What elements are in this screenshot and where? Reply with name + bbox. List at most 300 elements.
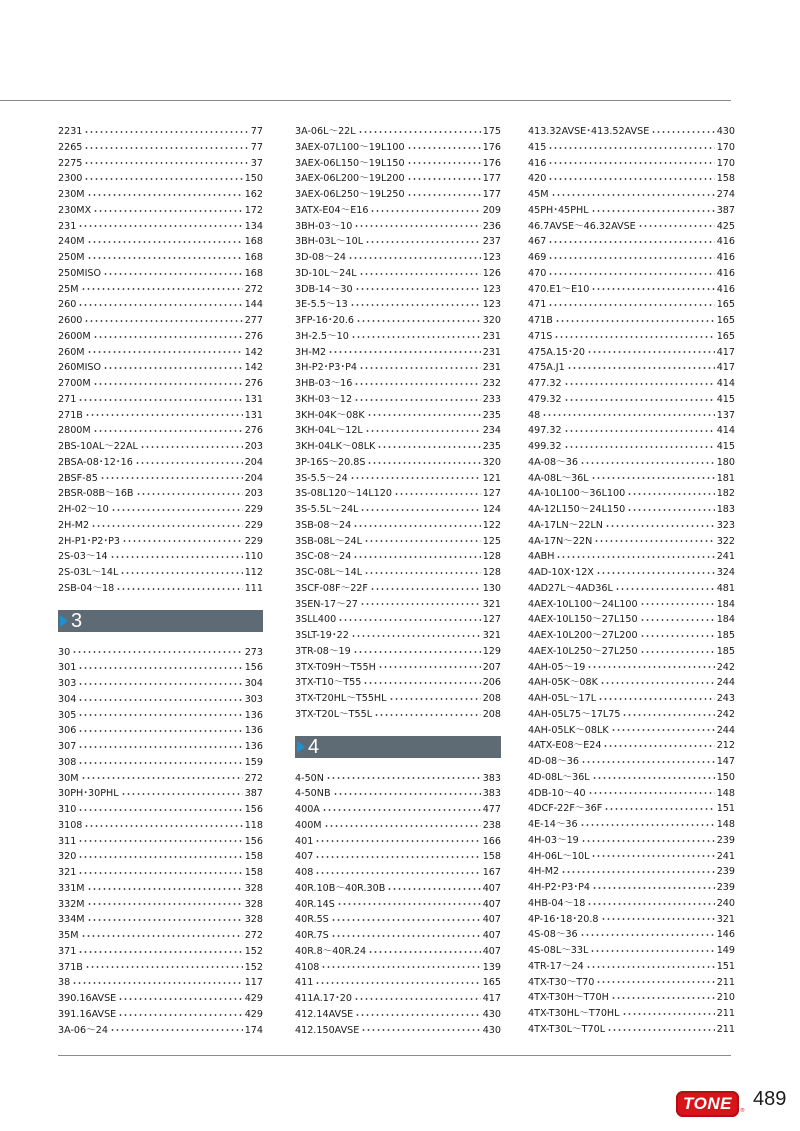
index-entry [295,960,501,976]
dot-leader [555,320,715,322]
page-reference: 111 [244,582,263,594]
dot-leader [365,430,481,432]
model-code: 412.14AVSE [295,1008,354,1020]
dot-leader [72,982,242,984]
dot-leader [359,273,481,275]
dot-leader [548,304,714,306]
index-entry [58,849,263,865]
model-code: 3TX-T09H〜T55H [295,661,376,673]
index-entry [295,660,501,676]
model-code: 497.32 [528,425,562,437]
page-reference: 387 [244,788,263,800]
index-entry [58,912,263,928]
dot-leader [84,825,242,827]
page-reference: 321 [482,598,501,610]
model-code: 3ATX-E04〜E16 [295,204,369,216]
dot-leader [315,840,480,842]
index-entry [528,880,735,896]
index-entry [58,660,263,676]
index-entry [528,156,735,172]
dot-leader [354,383,480,385]
page-reference: 272 [244,930,263,941]
index-entry [528,943,735,959]
index-entry [58,1023,263,1039]
page-reference: 184 [716,598,735,610]
dot-leader [354,399,481,401]
dot-leader [87,257,243,259]
index-entry [58,534,263,550]
index-entry [58,392,263,408]
page-reference: 240 [716,897,735,909]
model-code: 4AEX-10L150〜27L150 [528,614,638,626]
model-code: 45PH･45PHL [528,204,589,216]
index-entry [295,329,501,345]
model-code: 390.16AVSE [58,993,117,1004]
model-code: 40R.8〜40R.24 [295,945,367,957]
index-entry [295,250,501,266]
model-code: 3TX-T20L〜T55L [295,708,373,720]
page-reference: 239 [716,866,735,878]
page-reference: 303 [244,693,263,705]
index-entry [528,313,735,329]
model-code: 231 [58,220,77,232]
page-reference: 407 [482,898,501,910]
model-code: 3A-06L〜22L [295,126,356,137]
dot-leader [542,414,714,416]
model-code: 471B [528,315,553,326]
dot-leader [548,147,714,149]
dot-leader [591,855,714,857]
index-entry [58,676,263,692]
page-reference: 229 [244,519,263,531]
model-code: 4-50N [295,772,324,784]
model-code: 4AH-05〜19 [528,661,586,673]
model-code: 25M [58,283,79,295]
dot-leader [81,777,243,779]
model-code: 2H-M2 [58,519,90,531]
page-reference: 244 [716,677,735,689]
dot-leader [377,446,480,448]
index-entry [295,691,501,707]
index-entry [58,171,263,187]
dot-leader [638,225,715,227]
page-reference: 131 [244,409,263,421]
index-entry [528,675,735,691]
model-code: 4A-17LN〜22LN [528,519,603,531]
page-reference: 151 [716,960,735,972]
model-code: 4AEX-10L200〜27L200 [528,630,638,641]
index-entry [528,502,735,518]
index-entry [528,408,735,424]
index-entry [528,345,735,361]
page-reference: 144 [244,299,263,311]
model-code: 4P-16･18･20.8 [528,913,599,925]
model-code: 301 [58,662,77,674]
index-entry [295,597,501,613]
index-entry [295,408,501,424]
model-code: 391.16AVSE [58,1008,117,1020]
model-code: 45M [528,189,549,200]
dot-leader [590,950,714,952]
index-entry [295,912,501,928]
model-code: 4AD-10X･12X [528,567,594,578]
index-entry [528,849,735,865]
dot-leader [103,273,243,275]
model-code: 479.32 [528,393,562,405]
model-code: 35M [58,930,79,941]
model-code: 2265 [58,141,83,153]
model-code: 415 [528,141,547,153]
model-code: 260MISO [58,362,102,374]
page-reference: 430 [716,126,735,137]
page-reference: 274 [716,189,735,200]
model-code: 331M [58,882,85,894]
page-reference: 237 [482,236,501,248]
index-entry [58,329,263,345]
dot-leader [640,651,715,653]
model-code: 3BH-03L〜10L [295,236,364,248]
page-reference: 170 [716,141,735,153]
dot-leader [387,888,480,890]
model-code: 4A-12L150〜24L150 [528,504,626,515]
model-code: 3SLL400 [295,614,337,626]
index-entry [528,124,735,140]
index-entry [295,282,501,298]
section-heading-label: 3 [71,609,83,632]
dot-leader [118,998,242,1000]
model-code: 4ABH [528,551,555,563]
page-reference: 231 [482,362,501,374]
dot-leader [87,194,243,196]
index-entry [295,707,501,723]
index-entry [528,376,735,392]
index-entry [295,234,501,250]
page-reference: 383 [482,772,501,784]
model-code: 2800M [58,425,91,437]
dot-leader [78,840,242,842]
dot-leader [627,509,714,511]
page-reference: 407 [482,882,501,894]
model-code: 2231 [58,126,83,137]
page-reference: 123 [482,252,501,263]
index-entry [58,187,263,203]
page-reference: 232 [482,378,501,389]
index-entry [295,612,501,628]
dot-leader [394,493,481,495]
page-reference: 387 [716,204,735,216]
index-entry [528,171,735,187]
model-code: 4H-06L〜10L [528,850,590,862]
model-code: 4A-08L〜36L [528,472,589,484]
index-entry [295,140,501,156]
dot-leader [100,477,243,479]
dot-leader [548,273,714,275]
dot-leader [122,540,243,542]
model-code: 2300 [58,173,83,185]
dot-leader [85,414,243,416]
dot-leader [548,241,714,243]
index-entry [58,786,263,802]
page-reference: 165 [482,977,501,989]
page-reference: 417 [482,993,501,1004]
page-reference: 125 [482,535,501,547]
index-entry [528,439,735,455]
index-entry [58,471,263,487]
index-entry [58,297,263,313]
page-reference: 231 [482,346,501,358]
page-reference: 146 [716,929,735,941]
page-reference: 211 [716,1008,735,1019]
page-reference: 123 [482,283,501,295]
page-reference: 165 [716,330,735,342]
dot-leader [93,430,243,432]
index-entry [528,360,735,376]
model-code: 4H-03〜19 [528,834,579,846]
page-reference: 416 [716,283,735,295]
model-code: 470 [528,267,547,279]
model-code: 271B [58,409,83,421]
dot-leader [87,241,243,243]
page-reference: 204 [244,456,263,468]
dot-leader [84,162,248,164]
page-reference: 183 [716,504,735,515]
dot-leader [622,714,714,716]
dot-leader [78,304,242,306]
index-entry [528,959,735,975]
model-code: 48 [528,409,541,421]
dot-leader [580,824,715,826]
index-entry [528,801,735,817]
index-entry [528,770,735,786]
model-code: 2700M [58,378,91,389]
model-code: 3TR-08〜19 [295,645,351,657]
page-reference: 77 [250,126,263,137]
index-entry [295,786,501,802]
model-code: 4TX-T30H〜T70H [528,992,609,1004]
page-reference: 425 [716,220,735,232]
dot-leader [84,178,242,180]
model-code: 3HB-03〜16 [295,378,353,389]
page-reference: 208 [482,693,501,704]
index-entry [528,723,735,739]
page-reference: 416 [716,252,735,263]
page-reference: 407 [482,930,501,941]
page-reference: 159 [244,756,263,768]
index-entry [295,1007,501,1023]
model-code: 416 [528,157,547,169]
model-code: 475A.15･20 [528,346,585,358]
dot-leader [615,588,715,590]
page-reference: 156 [244,804,263,815]
model-code: 400A [295,804,320,815]
page-reference: 162 [244,189,263,200]
index-entry [528,455,735,471]
index-entry [58,581,263,597]
model-code: 3H-P2･P3･P4 [295,362,358,374]
index-entry [58,708,263,724]
model-code: 3D-10L〜24L [295,267,357,279]
index-column-3 [528,124,735,1038]
index-entry [58,692,263,708]
page-reference: 150 [716,771,735,783]
dot-leader [87,888,243,890]
dot-leader [359,367,481,369]
index-entry [58,944,263,960]
index-entry [528,234,735,250]
model-code: 401 [295,835,314,847]
model-code: 477.32 [528,378,562,389]
dot-leader [351,336,481,338]
dot-leader [87,919,243,921]
page-reference: 273 [244,646,263,658]
dot-leader [78,809,242,811]
index-entry [528,581,735,597]
index-entry [295,549,501,565]
index-entry [58,250,263,266]
index-entry [528,927,735,943]
model-code: 38 [58,977,71,989]
model-code: 4108 [295,961,320,973]
page-reference: 430 [482,1024,501,1036]
page-reference: 168 [244,236,263,248]
page-reference: 184 [716,614,735,626]
index-entry [58,423,263,439]
page-reference: 231 [482,330,501,342]
page-reference: 241 [716,551,735,563]
model-code: 2600M [58,330,91,342]
model-code: 475A.J1 [528,362,565,374]
model-code: 499.32 [528,441,562,452]
model-code: 412.150AVSE [295,1024,360,1036]
page-reference: 121 [482,472,501,484]
index-entry [295,771,501,787]
section-heading-label: 4 [308,735,320,758]
page-reference: 320 [482,315,501,326]
top-rule [0,100,731,101]
model-code: 3AEX-06L250〜19L250 [295,189,405,200]
page-reference: 211 [716,976,735,988]
dot-leader [84,147,248,149]
dot-leader [551,194,715,196]
page-reference: 136 [244,709,263,721]
model-code: 3S-08L120〜14L120 [295,488,392,500]
index-entry [295,360,501,376]
dot-leader [140,446,243,448]
model-code: 3SCF-08F〜22F [295,582,368,594]
page-reference: 241 [716,850,735,862]
dot-leader [120,572,242,574]
page-reference: 417 [716,346,735,358]
dot-leader [337,903,481,905]
page-reference: 148 [716,819,735,830]
dot-leader [587,903,714,905]
page-reference: 304 [244,678,263,689]
dot-leader [110,1029,243,1031]
page-reference: 130 [482,582,501,594]
index-entry [528,423,735,439]
page-reference: 209 [482,204,501,216]
index-entry [528,597,735,613]
index-entry [528,975,735,991]
index-entry [528,534,735,550]
index-entry [295,944,501,960]
model-code: 3SB-08L〜24L [295,535,362,547]
index-entry [528,754,735,770]
index-entry [295,124,501,140]
index-entry [528,187,735,203]
dot-leader [350,477,481,479]
index-entry [295,187,501,203]
index-entry [295,928,501,944]
dot-leader [640,603,715,605]
page-reference: 131 [244,393,263,405]
model-code: 4AH-05LK〜08LK [528,724,609,736]
dot-leader [564,383,715,385]
index-entry [528,896,735,912]
page-reference: 322 [716,535,735,547]
model-code: 2275 [58,157,83,169]
index-entry [528,691,735,707]
page-reference: 229 [244,504,263,515]
index-entry [295,423,501,439]
dot-leader [591,210,715,212]
model-code: 4S-08〜36 [528,929,578,941]
model-code: 3SC-08〜24 [295,551,352,563]
model-code: 3KH-04L〜12L [295,425,363,437]
model-code: 4DCF-22F〜36F [528,803,603,815]
index-entry [58,124,263,140]
model-code: 467 [528,236,547,248]
page-reference: 142 [244,346,263,358]
page-reference: 236 [482,220,501,232]
page-reference: 151 [716,803,735,815]
page-reference: 244 [716,724,735,736]
index-entry [58,376,263,392]
page-reference: 276 [244,425,263,437]
index-entry [295,565,501,581]
bottom-rule [58,1055,731,1056]
section-heading [58,610,263,632]
index-entry [58,203,263,219]
dot-leader [78,699,242,701]
page-reference: 206 [482,677,501,689]
index-entry [58,219,263,235]
page-reference: 142 [244,362,263,374]
model-code: 2H-02〜10 [58,504,109,515]
page-reference: 168 [244,252,263,263]
page-reference: 137 [716,409,735,421]
index-entry [58,408,263,424]
model-code: 4AEX-10L250〜27L250 [528,645,638,657]
page-reference: 182 [716,488,735,500]
model-code: 4H-M2 [528,866,560,878]
index-entry [528,203,735,219]
page-reference: 204 [244,472,263,484]
page-reference: 134 [244,220,263,232]
model-code: 4TR-17〜24 [528,960,584,972]
dot-leader [407,194,481,196]
dot-leader [603,745,714,747]
page-reference: 328 [244,898,263,910]
page-reference: 203 [244,488,263,500]
index-entry [528,738,735,754]
dot-leader [136,493,243,495]
page-reference: 150 [244,173,263,185]
dot-leader [87,351,243,353]
page-reference: 158 [482,851,501,863]
registered-mark: ® [740,1108,745,1114]
index-entry [58,266,263,282]
